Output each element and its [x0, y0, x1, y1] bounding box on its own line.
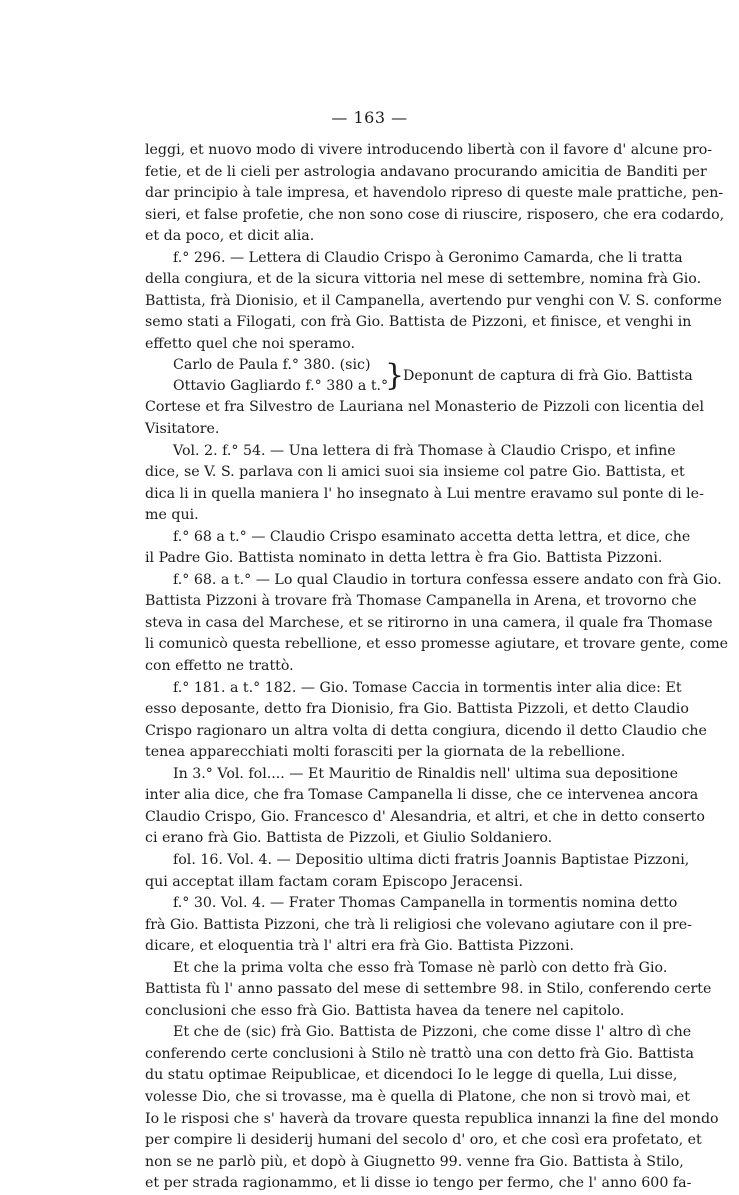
- text-line: sieri, et false profetie, che non sono cose di riuscire, risposero, che era codardo,: [145, 206, 725, 223]
- text-line: ci erano frà Gio. Battista de Pizzoli, et Giulio Soldaniero.: [145, 830, 553, 847]
- text-line: dice, se V. S. parlava con li amici suoi sia insieme col patre Gio. Battista, et: [145, 464, 685, 481]
- text-line: f.° 68 a t.° — Claudio Crispo esaminato accetta detta lettra, et dice, che: [173, 528, 691, 545]
- text-line: Io le risposi che s' haverà da trovare questa republica innanzi la fine del mondo: [145, 1110, 719, 1127]
- text-line: con effetto ne trattò.: [145, 658, 294, 675]
- text-line: f.° 68. a t.° — Lo qual Claudio in tortura confessa essere andato con frà Gio.: [173, 571, 722, 588]
- text-line: dica li in quella maniera l' ho insegnato à Lui mentre eravamo sul ponte di le-: [145, 485, 704, 502]
- text-line: fol. 16. Vol. 4. — Depositio ultima dicti fratris Joannis Baptistae Pizzoni,: [173, 851, 690, 868]
- deponent-line: Carlo de Paula f.° 380. (sic): [173, 357, 371, 374]
- curly-bracket: }: [385, 358, 405, 394]
- text-line: Crispo ragionaro un altra volta di detta congiura, dicendo il detto Claudio che: [145, 722, 707, 739]
- text-line: f.° 30. Vol. 4. — Frater Thomas Campanella in tormentis nomina detto: [173, 895, 678, 912]
- text-line: me qui.: [145, 507, 199, 524]
- text-line: In 3.° Vol. fol.... — Et Mauritio de Rinaldis nell' ultima sua depositione: [173, 765, 679, 782]
- text-line: il Padre Gio. Battista nominato in detta lettra è fra Gio. Battista Pizzoni.: [145, 550, 663, 567]
- text-line: du statu optimae Reipublicae, et dicendoci Io le legge di quella, Lui disse,: [145, 1067, 678, 1084]
- text-line: Cortese et fra Silvestro de Lauriana nel Monasterio de Pizzoli con licentia del: [145, 399, 705, 416]
- text-line: Vol. 2. f.° 54. — Una lettera di frà Thomase à Claudio Crispo, et infine: [173, 442, 676, 459]
- text-line: frà Gio. Battista Pizzoni, che trà li religiosi che volevano agiutare con il pre-: [145, 916, 692, 933]
- deponents-block: [145, 355, 693, 397]
- text-line: tenea apparecchiati molti forasciti per la giornata de la rebellione.: [145, 744, 626, 761]
- deponents-note: Deponunt de captura di frà Gio. Battista: [403, 368, 693, 385]
- text-line: Et che de (sic) frà Gio. Battista de Pizzoni, che come disse l' altro dì che: [173, 1024, 692, 1041]
- page-number: — 163 —: [331, 108, 408, 127]
- deponents-list: [173, 355, 388, 397]
- text-line: leggi, et nuovo modo di vivere introducendo libertà con il favore d' alcune pro-: [145, 142, 713, 158]
- text-line: Claudio Crispo, Gio. Francesco d' Alesandria, et altri, et che in detto conserto: [145, 808, 705, 825]
- text-line: dicare, et eloquentia trà l' altri era frà Gio. Battista Pizzoni.: [145, 938, 575, 955]
- text-line: Battista fù l' anno passato del mese di settembre 98. in Stilo, conferendo certe: [145, 981, 712, 998]
- text-line: volesse Dio, che si trovasse, ma è quella di Platone, che non si trovò mai, et: [145, 1088, 690, 1105]
- body-text: [145, 140, 729, 1195]
- text-line: Battista Pizzoni à trovare frà Thomase Campanella in Arena, et trovorno che: [145, 593, 697, 610]
- text-line: effetto quel che noi speramo.: [145, 335, 355, 352]
- text-line: inter alia dice, che fra Tomase Campanella li disse, che ce intervenea ancora: [145, 787, 699, 804]
- text-line: conferendo certe conclusioni à Stilo nè trattò una con detto frà Gio. Battista: [145, 1045, 694, 1062]
- text-line: semo stati a Filogati, con frà Gio. Battista de Pizzoni, et finisce, et venghi in: [145, 314, 692, 331]
- text-line: non se ne parlò più, et dopò à Giugnetto 99. venne fra Gio. Battista à Stilo,: [145, 1153, 684, 1170]
- text-line: conclusioni che esso frà Gio. Battista havea da tenere nel capitolo.: [145, 1002, 625, 1019]
- text-line: Visitatore.: [145, 421, 220, 438]
- text-line: li comunicò questa rebellione, et esso promesse agiutare, et trovare gente, come: [145, 636, 729, 653]
- text-line: et per strada ragionammo, et li disse io tengo per fermo, che l' anno 600 fa-: [145, 1175, 692, 1192]
- text-line: Et che la prima volta che esso frà Tomase nè parlò con detto frà Gio.: [173, 959, 668, 976]
- text-line: fetie, et de li cieli per astrologia andavano procurando amicitia de Banditi per: [145, 163, 707, 180]
- text-line: et da poco, et dicit alia.: [145, 228, 315, 245]
- text-line: esso deposante, detto fra Dionisio, fra Gio. Battista Pizzoli, et detto Claudio: [145, 701, 689, 718]
- text-line: f.° 181. a t.° 182. — Gio. Tomase Caccia in tormentis inter alia dice: Et: [173, 679, 682, 696]
- text-line: qui acceptat illam factam coram Episcopo Jeracensi.: [145, 873, 523, 890]
- text-line: per compire li desiderij humani del secolo d' oro, et che così era profetato, et: [145, 1132, 702, 1149]
- text-line: f.° 296. — Lettera di Claudio Crispo à Geronimo Camarda, che li tratta: [173, 249, 683, 266]
- text-line: della congiura, et de la sicura vittoria nel mese di settembre, nomina frà Gio.: [145, 271, 702, 288]
- text-line: steva in casa del Marchese, et se ritirorno in una camera, il quale fra Thomase: [145, 614, 713, 631]
- text-line: Battista, frà Dionisio, et il Campanella, avertendo pur venghi con V. S. conforme: [145, 292, 722, 309]
- text-line: dar principio à tale impresa, et havendolo ripreso di queste male prattiche, pen-: [145, 185, 724, 202]
- deponent-line: Ottavio Gagliardo f.° 380 a t.°: [173, 378, 389, 395]
